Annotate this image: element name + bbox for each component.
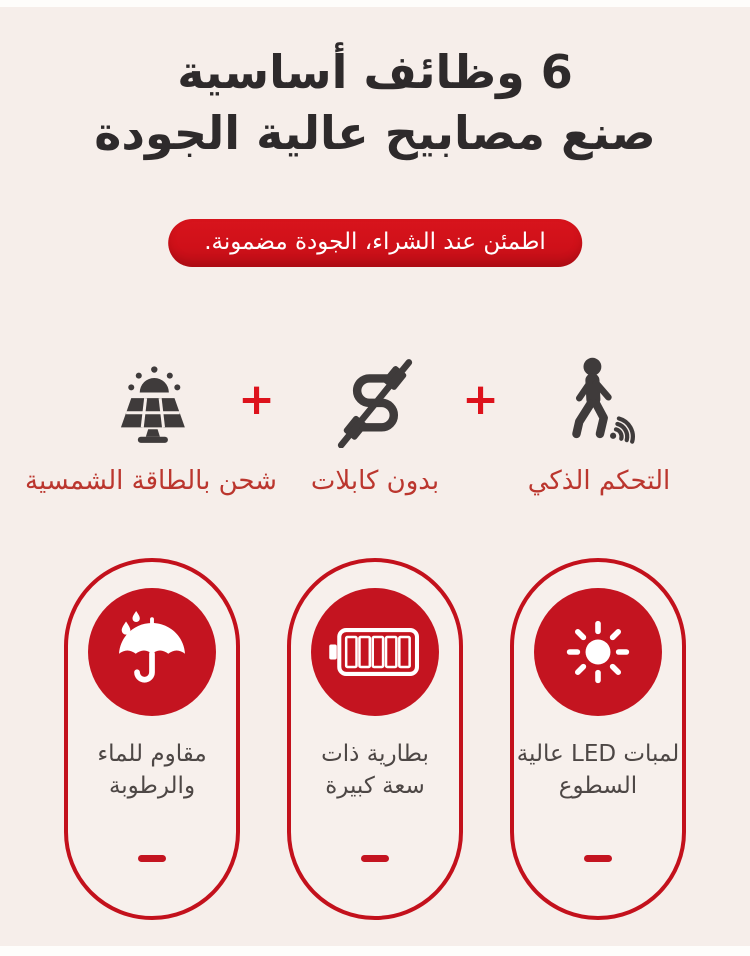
- icon-circle: [88, 588, 216, 716]
- feature-smart-control: [499, 354, 699, 496]
- dash-indicator: [361, 855, 389, 862]
- solar-panel-icon: [104, 354, 198, 448]
- dash-indicator: [584, 855, 612, 862]
- card-label: [68, 738, 236, 802]
- quality-badge-text: اطمئن عند الشراء، الجودة مضمونة.: [204, 229, 546, 255]
- quality-badge: [168, 219, 582, 267]
- top-edge-strip: [0, 0, 750, 7]
- feature-label: بدون كابلات: [310, 466, 440, 496]
- no-cables-icon: [328, 354, 422, 448]
- dash-indicator: [138, 855, 166, 862]
- card-label-line1: لمبات LED عالية: [516, 741, 680, 767]
- card-waterproof: [64, 558, 240, 920]
- card-label-line2: سعة كبيرة: [325, 773, 425, 800]
- title-line-1: 6 وظائف أساسية: [177, 45, 573, 99]
- card-label: [291, 738, 459, 802]
- bottom-edge-strip: [0, 946, 750, 956]
- umbrella-rain-icon: [108, 608, 196, 696]
- plus-icon: +: [462, 374, 499, 425]
- page-title: [0, 42, 750, 163]
- card-led-brightness: [510, 558, 686, 920]
- title-line-2: صنع مصابيح عالية الجودة: [94, 105, 656, 160]
- battery-icon: [328, 625, 422, 679]
- feature-label: التحكم الذكي: [527, 466, 671, 496]
- icon-circle: [311, 588, 439, 716]
- motion-sensor-icon: [552, 354, 646, 448]
- card-battery-capacity: [287, 558, 463, 920]
- feature-solar-charging: [25, 354, 277, 496]
- plus-icon: +: [238, 374, 275, 425]
- features-row: [0, 354, 750, 496]
- card-label-line2: السطوع: [558, 773, 638, 800]
- cards-row: [0, 558, 750, 920]
- card-label-line2: والرطوبة: [108, 773, 196, 800]
- card-label: [514, 738, 682, 802]
- card-label-line1: بطارية ذات: [321, 741, 429, 767]
- feature-no-cables: [275, 354, 475, 496]
- feature-label: شحن بالطاقة الشمسية: [25, 466, 277, 496]
- card-label-line1: مقاوم للماء: [97, 741, 207, 767]
- sun-icon: [555, 609, 641, 695]
- icon-circle: [534, 588, 662, 716]
